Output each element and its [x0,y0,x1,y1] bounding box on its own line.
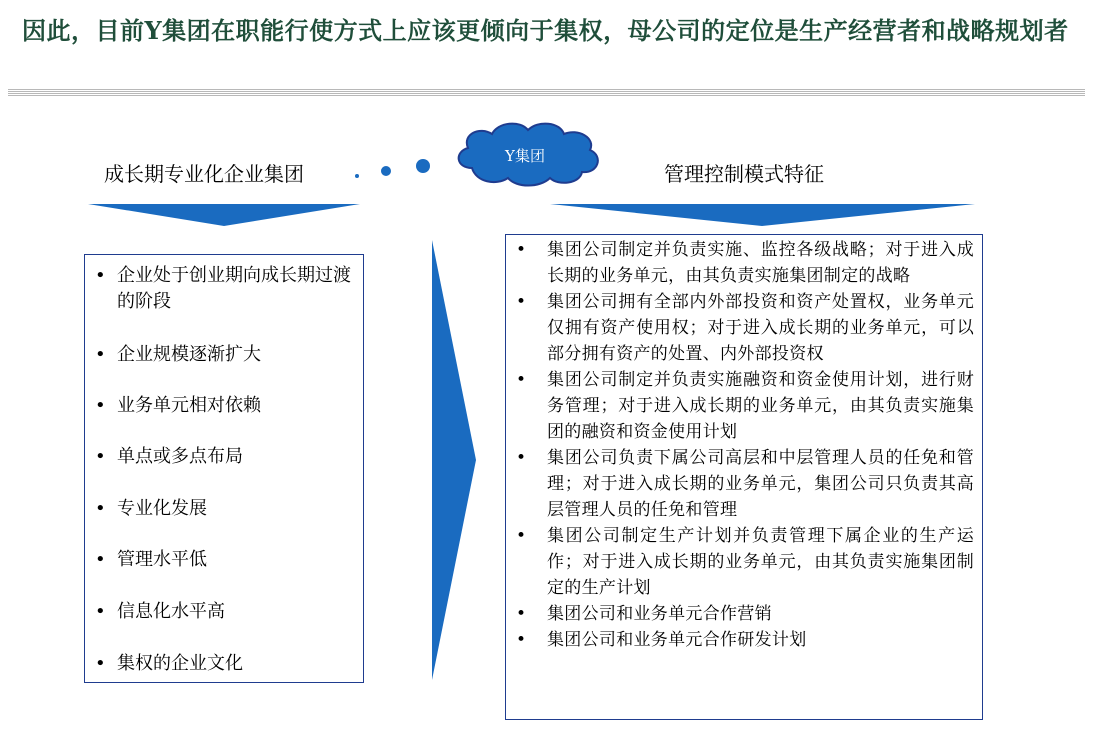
right-list-item: • 集团公司和业务单元合作研发计划 [512,627,982,653]
right-list-item: • 集团公司负责下属公司高层和中层管理人员的任免和管理；对于进入成长期的业务单元，集团公司只负责其高层管理人员的任免和管理 [512,445,982,523]
connector-dot-tiny [355,174,359,178]
left-list-item: • 专业化发展 [91,496,351,522]
right-wedge-arrow [550,204,975,226]
left-wedge-arrow [88,204,360,226]
right-list-item: • 集团公司拥有全部内外部投资和资产处置权，业务单元仅拥有资产使用权；对于进入成长期的业务单元，可以部分拥有资产的处置、内外部投资权 [512,289,982,367]
left-list-item: • 企业处于创业期向成长期过渡的阶段 [91,263,351,315]
left-list-item: • 信息化水平高 [91,599,351,625]
slide-title: 因此，目前Y集团在职能行使方式上应该更倾向于集权，母公司的定位是生产经营者和战略规划者 [22,16,1069,45]
left-list-item: • 单点或多点布局 [91,444,351,470]
left-heading: 成长期专业化企业集团 [104,162,304,186]
center-chevron-arrow [428,240,478,680]
left-feature-box [84,254,364,683]
connector-dot-medium [416,159,430,173]
right-heading: 管理控制模式特征 [664,162,824,186]
right-list-item: • 集团公司制定生产计划并负责管理下属企业的生产运作；对于进入成长期的业务单元，由其负责实施集团制定的生产计划 [512,523,982,601]
title-divider [8,89,1085,97]
connector-dot-small [381,166,391,176]
cloud-label: Y集团 [505,147,545,165]
right-feature-box [505,234,983,720]
right-list-item: • 集团公司制定并负责实施、监控各级战略；对于进入成长期的业务单元，由其负责实施集团制定的战略 [512,237,982,289]
left-list-item: • 管理水平低 [91,547,351,573]
left-list-item: • 业务单元相对依赖 [91,393,351,419]
left-list-item: • 集权的企业文化 [91,651,351,677]
right-feature-list [506,235,982,653]
right-list-item: • 集团公司和业务单元合作营销 [512,601,982,627]
left-list-item: • 企业规模逐渐扩大 [91,342,351,368]
right-list-item: • 集团公司制定并负责实施融资和资金使用计划，进行财务管理；对于进入成长期的业务单元，由其负责实施集团的融资和资金使用计划 [512,367,982,445]
